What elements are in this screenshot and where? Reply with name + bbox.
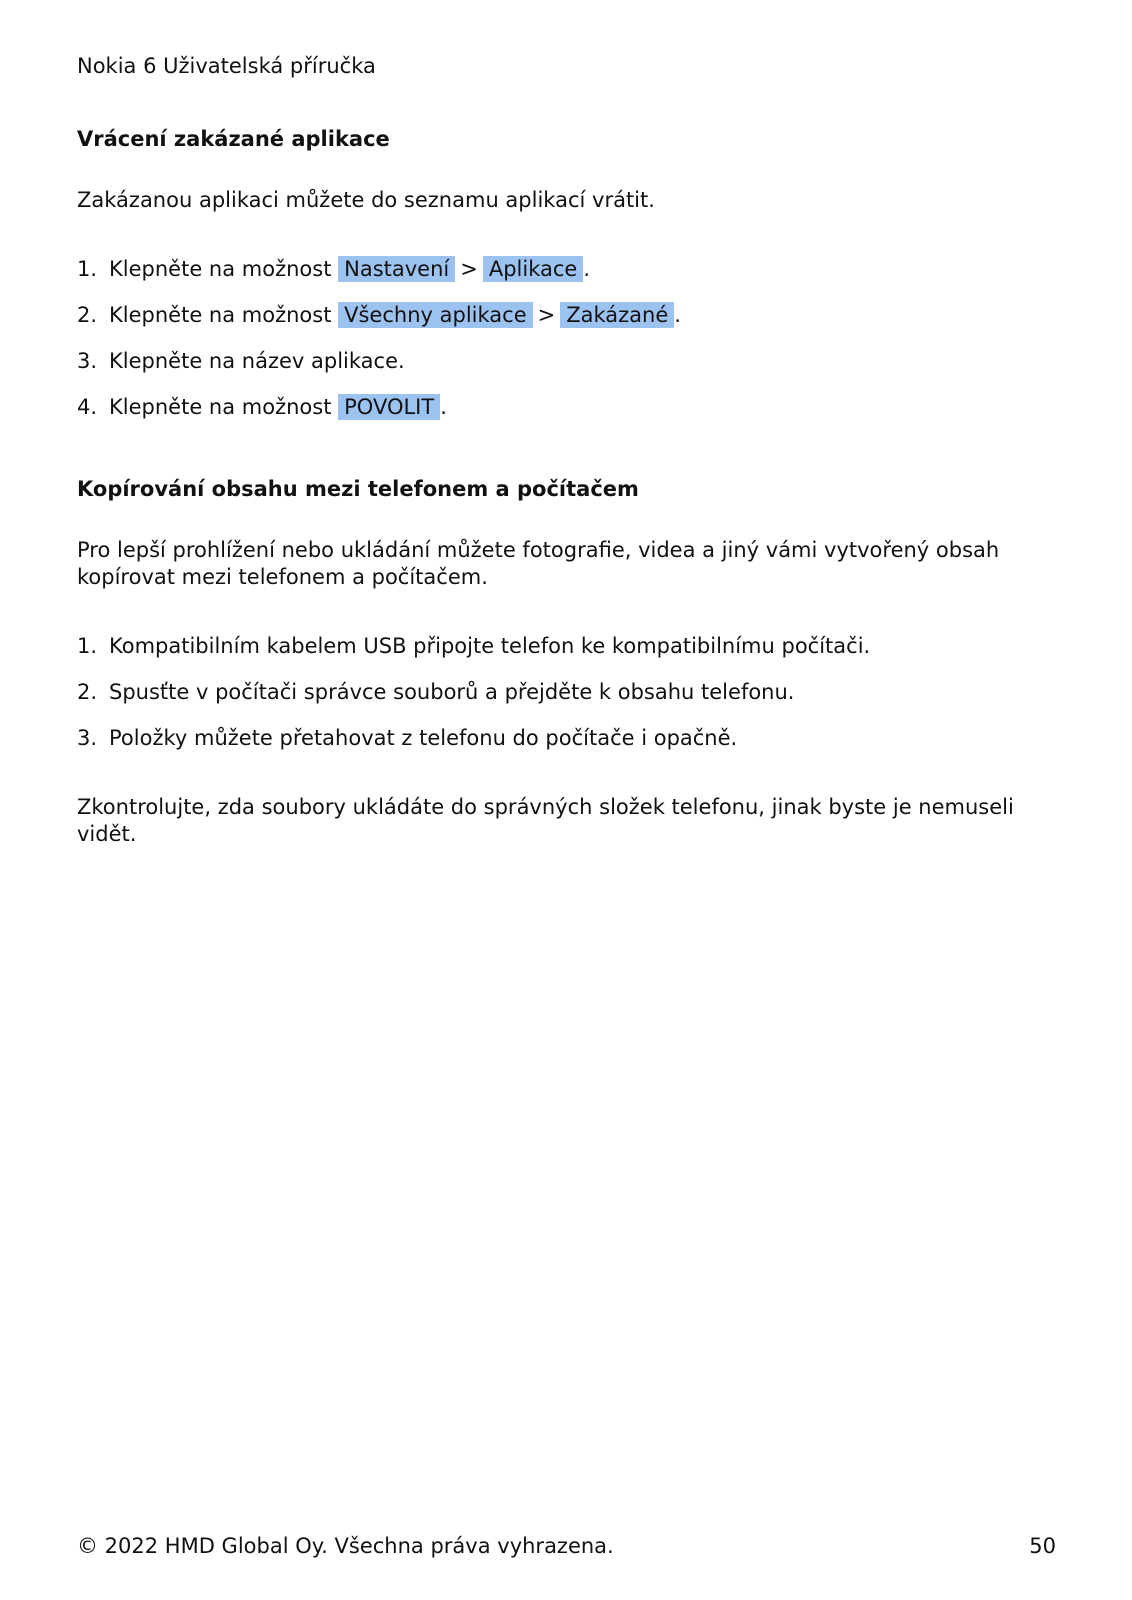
list-item [77,300,681,346]
ui-term-apps: Aplikace [483,256,584,282]
section-intro-copy-content: Pro lepší prohlížení nebo ukládání můžete fotografie, videa a jiný vámi vytvořený obsah kopírovat mezi telefonem a počítačem. [77,538,1000,589]
section-note: Zkontrolujte, zda soubory ukládáte do správných složek telefonu, jinak byste je nemuseli vidět. [77,795,1014,846]
step-end: . [440,395,447,419]
step-text: Klepněte na možnost [109,395,332,419]
step-text: Kompatibilním kabelem USB připojte telefon ke kompatibilnímu počítači. [109,634,871,658]
step-text: Klepněte na název aplikace. [109,349,405,373]
list-item [77,254,681,300]
step-text: Klepněte na možnost [109,303,332,327]
list-item [77,392,681,438]
section-heading-restore-app: Vrácení zakázané aplikace [77,127,390,151]
step-number: 4. [77,395,98,419]
step-number: 1. [77,634,98,658]
steps-list-restore-app [77,254,681,438]
step-text: Položky můžete přetahovat z telefonu do počítače i opačně. [109,726,738,750]
step-end: . [583,257,591,281]
ui-term-settings: Nastavení [338,256,455,282]
ui-term-enable: POVOLIT [338,394,440,420]
path-separator: > [460,257,478,281]
path-separator: > [537,303,556,327]
step-text: Spusťte v počítači správce souborů a přejděte k obsahu telefonu. [109,680,795,704]
list-item [77,631,870,677]
running-header: Nokia 6 Uživatelská příručka [77,54,376,78]
section-heading-copy-content: Kopírování obsahu mezi telefonem a počítačem [77,477,639,501]
list-item [77,723,870,769]
ui-term-disabled: Zakázané [560,302,674,328]
step-number: 3. [77,349,98,373]
step-end: . [674,303,681,327]
footer-copyright: © 2022 HMD Global Oy. Všechna práva vyhrazena. [77,1534,614,1558]
ui-term-all-apps: Všechny aplikace [338,302,533,328]
steps-list-copy-content [77,631,870,769]
list-item [77,677,870,723]
step-number: 3. [77,726,98,750]
section-intro-restore-app: Zakázanou aplikaci můžete do seznamu aplikací vrátit. [77,188,655,212]
page-number: 50 [1029,1534,1056,1558]
list-item [77,346,681,392]
step-number: 2. [77,680,98,704]
step-number: 1. [77,257,98,281]
step-number: 2. [77,303,98,327]
step-text: Klepněte na možnost [109,257,332,281]
